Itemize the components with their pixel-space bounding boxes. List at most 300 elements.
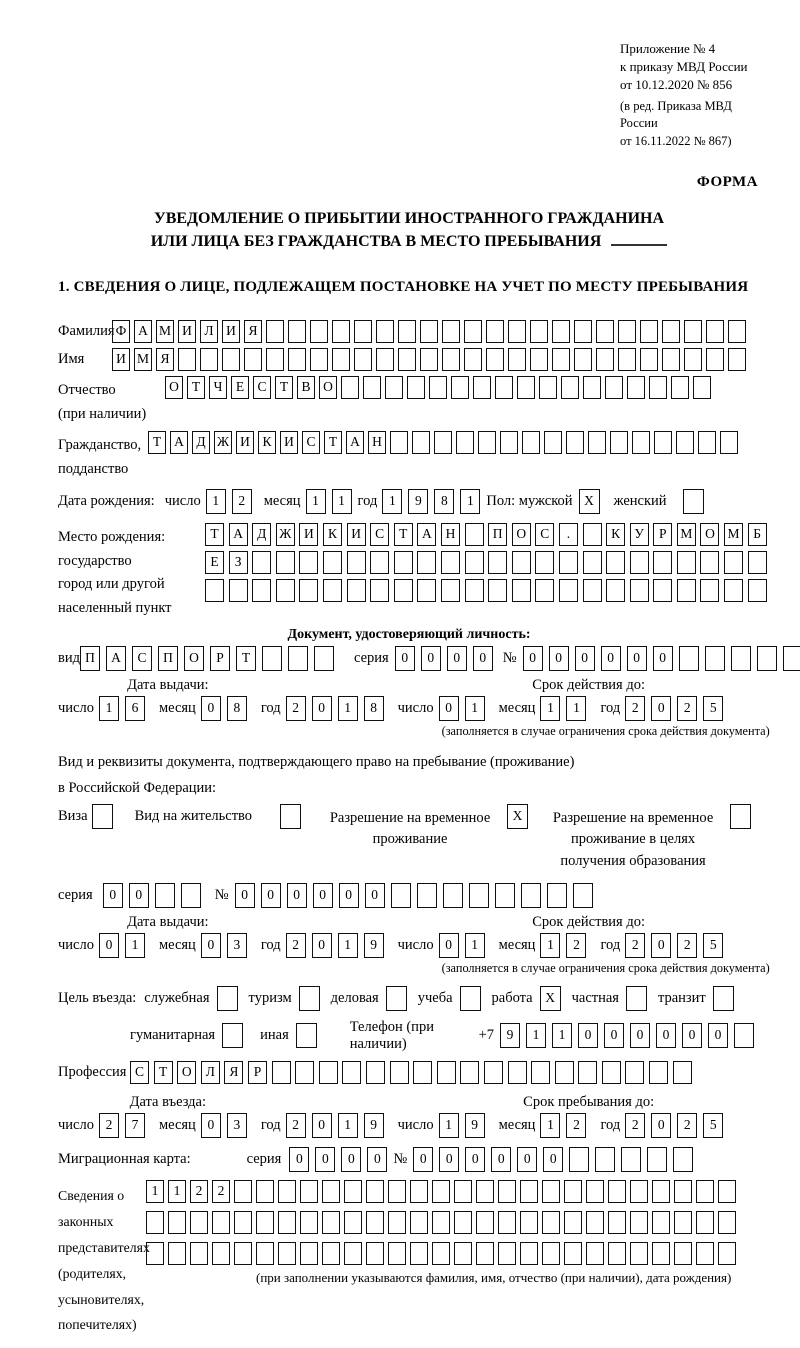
char-cell[interactable]: М bbox=[724, 523, 743, 546]
char-cell[interactable] bbox=[410, 1242, 428, 1265]
char-cell[interactable]: В bbox=[297, 376, 315, 399]
char-cell[interactable] bbox=[322, 1180, 340, 1203]
char-cell[interactable]: К bbox=[323, 523, 342, 546]
char-cell[interactable] bbox=[512, 579, 531, 602]
char-cell[interactable]: X bbox=[540, 986, 561, 1011]
char-cell[interactable]: 1 bbox=[338, 933, 358, 958]
char-cell[interactable] bbox=[420, 320, 438, 343]
char-cell[interactable]: 3 bbox=[227, 933, 247, 958]
char-cell[interactable]: 1 bbox=[566, 696, 586, 721]
char-cell[interactable] bbox=[244, 348, 262, 371]
char-cell[interactable] bbox=[610, 431, 628, 454]
char-cell[interactable] bbox=[454, 1211, 472, 1234]
char-cell[interactable]: 0 bbox=[439, 933, 459, 958]
char-cell[interactable] bbox=[595, 1147, 615, 1172]
char-cell[interactable] bbox=[376, 320, 394, 343]
char-cell[interactable]: М bbox=[677, 523, 696, 546]
char-cell[interactable] bbox=[495, 376, 513, 399]
char-cell[interactable] bbox=[734, 1023, 754, 1048]
char-cell[interactable] bbox=[586, 1242, 604, 1265]
char-cell[interactable]: С bbox=[370, 523, 389, 546]
char-cell[interactable] bbox=[299, 579, 318, 602]
char-cell[interactable] bbox=[190, 1242, 208, 1265]
char-cell[interactable] bbox=[486, 320, 504, 343]
char-cell[interactable] bbox=[630, 1180, 648, 1203]
char-cell[interactable] bbox=[674, 1242, 692, 1265]
char-cell[interactable]: . bbox=[559, 523, 578, 546]
char-cell[interactable] bbox=[748, 579, 767, 602]
char-cell[interactable] bbox=[168, 1242, 186, 1265]
char-cell[interactable]: 5 bbox=[703, 696, 723, 721]
char-cell[interactable] bbox=[627, 376, 645, 399]
char-cell[interactable] bbox=[168, 1211, 186, 1234]
char-cell[interactable] bbox=[724, 551, 743, 574]
char-cell[interactable]: 2 bbox=[677, 696, 697, 721]
char-cell[interactable]: 1 bbox=[526, 1023, 546, 1048]
char-cell[interactable] bbox=[465, 551, 484, 574]
char-cell[interactable] bbox=[460, 986, 481, 1011]
char-cell[interactable]: 2 bbox=[625, 1113, 645, 1138]
char-cell[interactable] bbox=[757, 646, 777, 671]
char-cell[interactable]: О bbox=[177, 1061, 196, 1084]
char-cell[interactable]: X bbox=[579, 489, 600, 514]
char-cell[interactable] bbox=[465, 579, 484, 602]
char-cell[interactable]: 8 bbox=[364, 696, 384, 721]
char-cell[interactable] bbox=[508, 348, 526, 371]
char-cell[interactable] bbox=[673, 1061, 692, 1084]
char-cell[interactable]: 0 bbox=[421, 646, 441, 671]
char-cell[interactable] bbox=[92, 804, 113, 829]
char-cell[interactable]: Т bbox=[394, 523, 413, 546]
char-cell[interactable] bbox=[288, 320, 306, 343]
char-cell[interactable] bbox=[234, 1180, 252, 1203]
char-cell[interactable]: 0 bbox=[447, 646, 467, 671]
char-cell[interactable]: 0 bbox=[651, 933, 671, 958]
char-cell[interactable]: С bbox=[132, 646, 152, 671]
char-cell[interactable] bbox=[181, 883, 201, 908]
char-cell[interactable]: 1 bbox=[540, 933, 560, 958]
char-cell[interactable] bbox=[296, 1023, 317, 1048]
char-cell[interactable]: 0 bbox=[201, 1113, 221, 1138]
char-cell[interactable] bbox=[547, 883, 567, 908]
char-cell[interactable] bbox=[432, 1180, 450, 1203]
char-cell[interactable] bbox=[652, 1242, 670, 1265]
char-cell[interactable]: 9 bbox=[500, 1023, 520, 1048]
char-cell[interactable] bbox=[731, 646, 751, 671]
char-cell[interactable]: А bbox=[417, 523, 436, 546]
char-cell[interactable] bbox=[530, 320, 548, 343]
char-cell[interactable]: 0 bbox=[601, 646, 621, 671]
char-cell[interactable] bbox=[341, 376, 359, 399]
char-cell[interactable] bbox=[222, 348, 240, 371]
char-cell[interactable]: 9 bbox=[364, 933, 384, 958]
char-cell[interactable] bbox=[178, 348, 196, 371]
char-cell[interactable] bbox=[464, 320, 482, 343]
char-cell[interactable]: И bbox=[178, 320, 196, 343]
char-cell[interactable]: 0 bbox=[315, 1147, 335, 1172]
char-cell[interactable] bbox=[484, 1061, 503, 1084]
char-cell[interactable] bbox=[676, 431, 694, 454]
char-cell[interactable] bbox=[288, 348, 306, 371]
char-cell[interactable]: 1 bbox=[206, 489, 226, 514]
char-cell[interactable] bbox=[630, 551, 649, 574]
char-cell[interactable]: 0 bbox=[708, 1023, 728, 1048]
char-cell[interactable] bbox=[698, 431, 716, 454]
char-cell[interactable] bbox=[278, 1242, 296, 1265]
char-cell[interactable] bbox=[437, 1061, 456, 1084]
char-cell[interactable]: 0 bbox=[413, 1147, 433, 1172]
char-cell[interactable]: З bbox=[229, 551, 248, 574]
char-cell[interactable]: 0 bbox=[312, 933, 332, 958]
char-cell[interactable] bbox=[300, 1180, 318, 1203]
char-cell[interactable]: Л bbox=[201, 1061, 220, 1084]
char-cell[interactable] bbox=[605, 376, 623, 399]
char-cell[interactable] bbox=[299, 986, 320, 1011]
char-cell[interactable] bbox=[234, 1242, 252, 1265]
char-cell[interactable] bbox=[310, 348, 328, 371]
char-cell[interactable]: 0 bbox=[261, 883, 281, 908]
char-cell[interactable]: 2 bbox=[232, 489, 252, 514]
char-cell[interactable] bbox=[212, 1242, 230, 1265]
char-cell[interactable]: Т bbox=[205, 523, 224, 546]
char-cell[interactable] bbox=[256, 1180, 274, 1203]
char-cell[interactable] bbox=[407, 376, 425, 399]
char-cell[interactable] bbox=[647, 1147, 667, 1172]
char-cell[interactable] bbox=[429, 376, 447, 399]
char-cell[interactable] bbox=[521, 883, 541, 908]
char-cell[interactable] bbox=[278, 1211, 296, 1234]
char-cell[interactable]: 1 bbox=[332, 489, 352, 514]
char-cell[interactable] bbox=[559, 579, 578, 602]
char-cell[interactable]: 2 bbox=[286, 696, 306, 721]
char-cell[interactable] bbox=[417, 551, 436, 574]
char-cell[interactable]: 0 bbox=[129, 883, 149, 908]
char-cell[interactable]: 9 bbox=[364, 1113, 384, 1138]
char-cell[interactable] bbox=[146, 1242, 164, 1265]
char-cell[interactable]: 0 bbox=[312, 696, 332, 721]
char-cell[interactable] bbox=[508, 1061, 527, 1084]
char-cell[interactable]: 2 bbox=[566, 933, 586, 958]
char-cell[interactable]: 2 bbox=[286, 933, 306, 958]
char-cell[interactable] bbox=[322, 1242, 340, 1265]
char-cell[interactable]: 0 bbox=[289, 1147, 309, 1172]
char-cell[interactable] bbox=[713, 986, 734, 1011]
char-cell[interactable] bbox=[262, 646, 282, 671]
char-cell[interactable]: Л bbox=[200, 320, 218, 343]
char-cell[interactable] bbox=[344, 1180, 362, 1203]
char-cell[interactable] bbox=[625, 1061, 644, 1084]
char-cell[interactable] bbox=[229, 579, 248, 602]
char-cell[interactable]: 8 bbox=[227, 696, 247, 721]
char-cell[interactable] bbox=[564, 1211, 582, 1234]
char-cell[interactable] bbox=[412, 431, 430, 454]
char-cell[interactable] bbox=[679, 646, 699, 671]
char-cell[interactable]: 1 bbox=[125, 933, 145, 958]
char-cell[interactable] bbox=[347, 579, 366, 602]
char-cell[interactable]: Б bbox=[748, 523, 767, 546]
char-cell[interactable] bbox=[632, 431, 650, 454]
char-cell[interactable] bbox=[442, 320, 460, 343]
char-cell[interactable]: П bbox=[488, 523, 507, 546]
char-cell[interactable] bbox=[394, 579, 413, 602]
char-cell[interactable] bbox=[583, 579, 602, 602]
char-cell[interactable]: 0 bbox=[523, 646, 543, 671]
char-cell[interactable]: 0 bbox=[99, 933, 119, 958]
char-cell[interactable] bbox=[602, 1061, 621, 1084]
char-cell[interactable] bbox=[322, 1211, 340, 1234]
char-cell[interactable]: 2 bbox=[677, 933, 697, 958]
char-cell[interactable] bbox=[586, 1211, 604, 1234]
char-cell[interactable]: Р bbox=[248, 1061, 267, 1084]
char-cell[interactable] bbox=[443, 883, 463, 908]
char-cell[interactable]: 1 bbox=[540, 696, 560, 721]
char-cell[interactable]: О bbox=[512, 523, 531, 546]
char-cell[interactable] bbox=[222, 1023, 243, 1048]
char-cell[interactable]: 0 bbox=[578, 1023, 598, 1048]
char-cell[interactable]: 0 bbox=[201, 696, 221, 721]
char-cell[interactable]: 1 bbox=[439, 1113, 459, 1138]
char-cell[interactable]: Д bbox=[252, 523, 271, 546]
char-cell[interactable] bbox=[626, 986, 647, 1011]
char-cell[interactable] bbox=[394, 551, 413, 574]
char-cell[interactable] bbox=[696, 1242, 714, 1265]
char-cell[interactable] bbox=[476, 1211, 494, 1234]
char-cell[interactable]: Т bbox=[236, 646, 256, 671]
char-cell[interactable]: 1 bbox=[540, 1113, 560, 1138]
char-cell[interactable]: 0 bbox=[604, 1023, 624, 1048]
char-cell[interactable] bbox=[200, 348, 218, 371]
char-cell[interactable]: Т bbox=[148, 431, 166, 454]
char-cell[interactable] bbox=[323, 579, 342, 602]
char-cell[interactable] bbox=[640, 320, 658, 343]
char-cell[interactable]: 2 bbox=[566, 1113, 586, 1138]
char-cell[interactable] bbox=[748, 551, 767, 574]
char-cell[interactable] bbox=[724, 579, 743, 602]
char-cell[interactable] bbox=[542, 1242, 560, 1265]
char-cell[interactable]: А bbox=[229, 523, 248, 546]
char-cell[interactable] bbox=[398, 348, 416, 371]
char-cell[interactable] bbox=[706, 320, 724, 343]
char-cell[interactable]: Н bbox=[368, 431, 386, 454]
char-cell[interactable] bbox=[434, 431, 452, 454]
char-cell[interactable] bbox=[530, 348, 548, 371]
char-cell[interactable]: О bbox=[165, 376, 183, 399]
char-cell[interactable] bbox=[596, 320, 614, 343]
char-cell[interactable] bbox=[388, 1211, 406, 1234]
char-cell[interactable]: 1 bbox=[465, 933, 485, 958]
char-cell[interactable] bbox=[417, 579, 436, 602]
char-cell[interactable] bbox=[366, 1211, 384, 1234]
char-cell[interactable] bbox=[451, 376, 469, 399]
char-cell[interactable] bbox=[469, 883, 489, 908]
char-cell[interactable] bbox=[366, 1242, 384, 1265]
char-cell[interactable] bbox=[561, 376, 579, 399]
char-cell[interactable] bbox=[588, 431, 606, 454]
char-cell[interactable]: 7 bbox=[125, 1113, 145, 1138]
char-cell[interactable]: Я bbox=[244, 320, 262, 343]
char-cell[interactable] bbox=[370, 551, 389, 574]
char-cell[interactable]: С bbox=[130, 1061, 149, 1084]
char-cell[interactable] bbox=[618, 348, 636, 371]
char-cell[interactable] bbox=[417, 883, 437, 908]
char-cell[interactable] bbox=[718, 1180, 736, 1203]
char-cell[interactable]: 0 bbox=[439, 1147, 459, 1172]
char-cell[interactable] bbox=[508, 320, 526, 343]
char-cell[interactable] bbox=[454, 1242, 472, 1265]
char-cell[interactable] bbox=[718, 1242, 736, 1265]
char-cell[interactable] bbox=[212, 1211, 230, 1234]
char-cell[interactable] bbox=[272, 1061, 291, 1084]
char-cell[interactable] bbox=[653, 551, 672, 574]
char-cell[interactable] bbox=[621, 1147, 641, 1172]
char-cell[interactable] bbox=[539, 376, 557, 399]
char-cell[interactable]: Ф bbox=[112, 320, 130, 343]
char-cell[interactable] bbox=[583, 376, 601, 399]
char-cell[interactable]: 3 bbox=[227, 1113, 247, 1138]
char-cell[interactable] bbox=[640, 348, 658, 371]
char-cell[interactable] bbox=[441, 551, 460, 574]
char-cell[interactable]: И bbox=[299, 523, 318, 546]
char-cell[interactable]: 0 bbox=[341, 1147, 361, 1172]
char-cell[interactable]: X bbox=[507, 804, 528, 829]
char-cell[interactable]: 1 bbox=[382, 489, 402, 514]
char-cell[interactable] bbox=[347, 551, 366, 574]
char-cell[interactable] bbox=[564, 1242, 582, 1265]
char-cell[interactable] bbox=[354, 320, 372, 343]
char-cell[interactable] bbox=[478, 431, 496, 454]
char-cell[interactable]: 0 bbox=[365, 883, 385, 908]
char-cell[interactable]: 9 bbox=[465, 1113, 485, 1138]
char-cell[interactable]: 1 bbox=[168, 1180, 186, 1203]
char-cell[interactable] bbox=[700, 551, 719, 574]
char-cell[interactable] bbox=[205, 579, 224, 602]
char-cell[interactable] bbox=[476, 1242, 494, 1265]
char-cell[interactable] bbox=[552, 320, 570, 343]
char-cell[interactable] bbox=[573, 883, 593, 908]
char-cell[interactable]: 1 bbox=[465, 696, 485, 721]
char-cell[interactable] bbox=[234, 1211, 252, 1234]
char-cell[interactable] bbox=[413, 1061, 432, 1084]
char-cell[interactable] bbox=[278, 1180, 296, 1203]
char-cell[interactable]: Ч bbox=[209, 376, 227, 399]
char-cell[interactable] bbox=[542, 1180, 560, 1203]
char-cell[interactable]: С bbox=[535, 523, 554, 546]
char-cell[interactable] bbox=[441, 579, 460, 602]
char-cell[interactable] bbox=[544, 431, 562, 454]
char-cell[interactable] bbox=[630, 1242, 648, 1265]
char-cell[interactable] bbox=[376, 348, 394, 371]
char-cell[interactable] bbox=[555, 1061, 574, 1084]
char-cell[interactable]: И bbox=[236, 431, 254, 454]
char-cell[interactable] bbox=[653, 579, 672, 602]
char-cell[interactable] bbox=[300, 1211, 318, 1234]
char-cell[interactable]: О bbox=[700, 523, 719, 546]
char-cell[interactable]: 6 bbox=[125, 696, 145, 721]
char-cell[interactable] bbox=[385, 376, 403, 399]
char-cell[interactable]: Н bbox=[441, 523, 460, 546]
char-cell[interactable] bbox=[578, 1061, 597, 1084]
char-cell[interactable] bbox=[344, 1211, 362, 1234]
char-cell[interactable]: 1 bbox=[460, 489, 480, 514]
char-cell[interactable] bbox=[520, 1242, 538, 1265]
char-cell[interactable]: 0 bbox=[287, 883, 307, 908]
char-cell[interactable] bbox=[693, 376, 711, 399]
char-cell[interactable] bbox=[456, 431, 474, 454]
char-cell[interactable]: 0 bbox=[312, 1113, 332, 1138]
char-cell[interactable] bbox=[700, 579, 719, 602]
char-cell[interactable] bbox=[649, 376, 667, 399]
char-cell[interactable] bbox=[280, 804, 301, 829]
char-cell[interactable]: 0 bbox=[491, 1147, 511, 1172]
char-cell[interactable]: У bbox=[630, 523, 649, 546]
char-cell[interactable] bbox=[495, 883, 515, 908]
char-cell[interactable] bbox=[390, 1061, 409, 1084]
char-cell[interactable]: Т bbox=[187, 376, 205, 399]
char-cell[interactable] bbox=[323, 551, 342, 574]
char-cell[interactable] bbox=[720, 431, 738, 454]
char-cell[interactable] bbox=[683, 489, 704, 514]
char-cell[interactable] bbox=[696, 1180, 714, 1203]
char-cell[interactable] bbox=[671, 376, 689, 399]
char-cell[interactable] bbox=[319, 1061, 338, 1084]
char-cell[interactable] bbox=[652, 1180, 670, 1203]
char-cell[interactable] bbox=[596, 348, 614, 371]
char-cell[interactable]: М bbox=[134, 348, 152, 371]
char-cell[interactable] bbox=[535, 579, 554, 602]
char-cell[interactable] bbox=[476, 1180, 494, 1203]
char-cell[interactable]: 0 bbox=[682, 1023, 702, 1048]
char-cell[interactable]: И bbox=[347, 523, 366, 546]
char-cell[interactable]: 0 bbox=[339, 883, 359, 908]
char-cell[interactable]: Е bbox=[231, 376, 249, 399]
char-cell[interactable] bbox=[252, 551, 271, 574]
char-cell[interactable] bbox=[574, 348, 592, 371]
char-cell[interactable]: С bbox=[253, 376, 271, 399]
char-cell[interactable]: С bbox=[302, 431, 320, 454]
char-cell[interactable]: О bbox=[184, 646, 204, 671]
char-cell[interactable] bbox=[512, 551, 531, 574]
char-cell[interactable] bbox=[388, 1180, 406, 1203]
char-cell[interactable]: 2 bbox=[625, 696, 645, 721]
char-cell[interactable] bbox=[300, 1242, 318, 1265]
char-cell[interactable]: 9 bbox=[408, 489, 428, 514]
char-cell[interactable]: Р bbox=[210, 646, 230, 671]
char-cell[interactable] bbox=[410, 1180, 428, 1203]
char-cell[interactable]: 0 bbox=[543, 1147, 563, 1172]
char-cell[interactable] bbox=[310, 320, 328, 343]
char-cell[interactable] bbox=[522, 431, 540, 454]
char-cell[interactable]: П bbox=[80, 646, 100, 671]
char-cell[interactable]: 0 bbox=[201, 933, 221, 958]
char-cell[interactable]: 2 bbox=[625, 933, 645, 958]
char-cell[interactable] bbox=[473, 376, 491, 399]
char-cell[interactable] bbox=[684, 320, 702, 343]
char-cell[interactable] bbox=[366, 1061, 385, 1084]
char-cell[interactable]: А bbox=[106, 646, 126, 671]
char-cell[interactable] bbox=[498, 1180, 516, 1203]
char-cell[interactable]: Т bbox=[154, 1061, 173, 1084]
char-cell[interactable]: 2 bbox=[677, 1113, 697, 1138]
char-cell[interactable]: И bbox=[222, 320, 240, 343]
char-cell[interactable] bbox=[674, 1180, 692, 1203]
char-cell[interactable] bbox=[608, 1211, 626, 1234]
char-cell[interactable] bbox=[354, 348, 372, 371]
char-cell[interactable]: 0 bbox=[627, 646, 647, 671]
char-cell[interactable] bbox=[332, 348, 350, 371]
char-cell[interactable] bbox=[266, 320, 284, 343]
char-cell[interactable]: Р bbox=[653, 523, 672, 546]
char-cell[interactable] bbox=[432, 1242, 450, 1265]
